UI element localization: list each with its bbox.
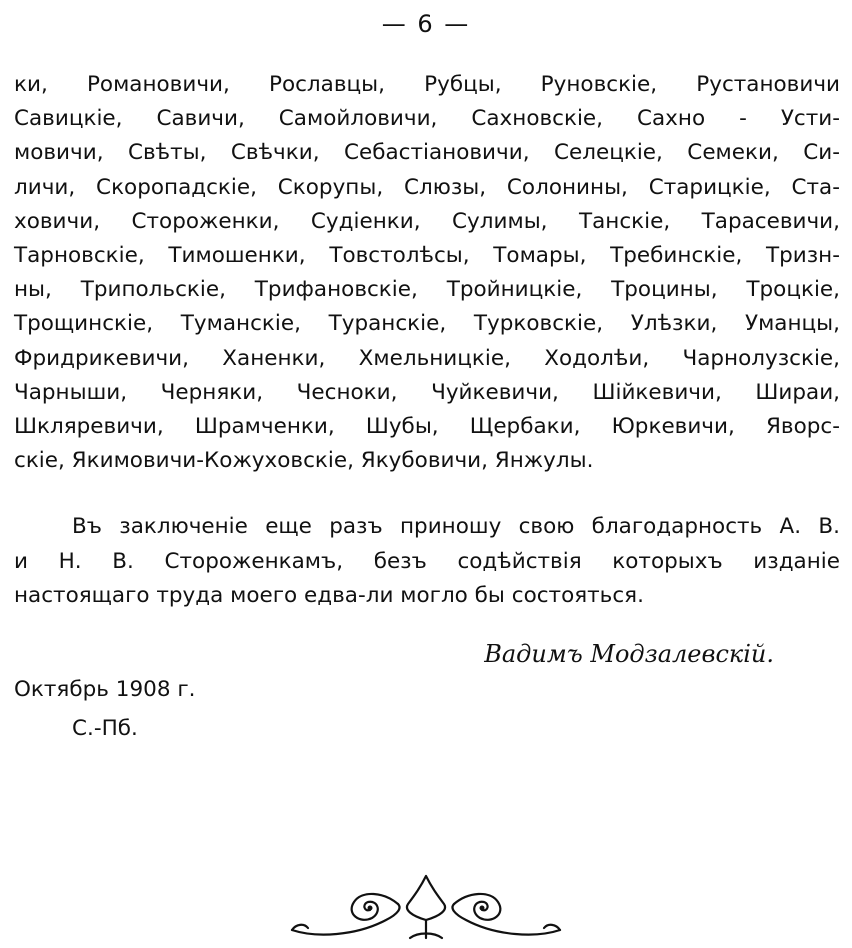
- scroll-flourish-ornament-icon: [286, 868, 566, 948]
- list-line: мовичи, Свѣты, Свѣчки, Себастіановичи, Селецкіе, Семеки, Си-: [14, 140, 840, 166]
- place-line: С.-Пб.: [72, 716, 138, 741]
- list-line: Шкляревичи, Шрамченки, Шубы, Щербаки, Юркевичи, Яворс-: [14, 413, 840, 439]
- list-line: Тарновскіе, Тимошенки, Товстолѣсы, Томары, Требинскіе, Тризн-: [14, 242, 840, 268]
- surname-list: [14, 68, 840, 478]
- list-line: ны, Трипольскіе, Трифановскіе, Тройницкіе, Троцины, Троцкіе,: [14, 277, 840, 303]
- acknowledgement-paragraph: [14, 510, 840, 614]
- page-number: — 6 —: [381, 10, 471, 38]
- author-signature: Вадимъ Модзалевскій.: [484, 640, 774, 668]
- date-line: Октябрь 1908 г.: [14, 677, 196, 702]
- paragraph-line: Въ заключеніе еще разъ приношу свою благодарность А. В.: [72, 514, 840, 539]
- paragraph-line: и Н. В. Стороженкамъ, безъ содѣйствія которыхъ изданіе: [14, 548, 840, 574]
- list-line: ки, Романовичи, Рославцы, Рубцы, Руновскіе, Рустановичи: [14, 72, 840, 97]
- list-line: скіе, Якимовичи-Кожуховскіе, Якубовичи, Янжулы.: [14, 448, 594, 474]
- list-line: Савицкіе, Савичи, Самойловичи, Сахновскіе, Сахно - Усти-: [14, 106, 840, 132]
- list-line: личи, Скоропадскіе, Скорупы, Слюзы, Солонины, Старицкіе, Ста-: [14, 174, 840, 200]
- list-line: ховичи, Стороженки, Судіенки, Сулимы, Танскіе, Тарасевичи,: [14, 208, 840, 234]
- list-line: Чарныши, Черняки, Чесноки, Чуйкевичи, Шійкевичи, Шираи,: [14, 379, 840, 405]
- list-line: Трощинскіе, Туманскіе, Туранскіе, Турковскіе, Улѣзки, Уманцы,: [14, 311, 840, 337]
- paragraph-line: настоящаго труда моего едва-ли могло бы состояться.: [14, 583, 644, 608]
- list-line: Фридрикевичи, Ханенки, Хмельницкіе, Ходолѣи, Чарнолузскіе,: [14, 345, 840, 371]
